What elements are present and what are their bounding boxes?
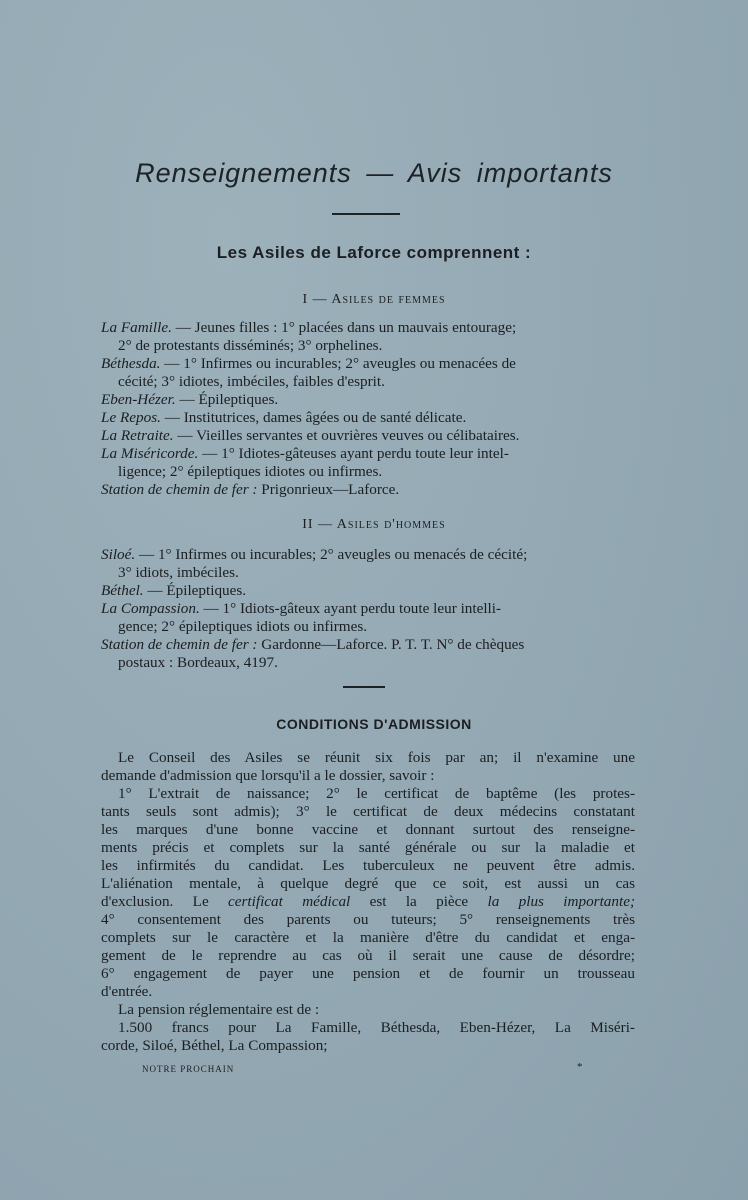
list-item-continuation: cécité; 3° idiotes, imbéciles, faibles d'esprit.	[118, 373, 385, 390]
list-item: Station de chemin de fer : Gardonne—Laforce. P. T. T. N° de chèques	[101, 636, 525, 653]
text-line: La pension réglementaire est de :	[118, 1001, 320, 1018]
text-line: tants seuls sont admis); 3° le certificat de deux médecins constatant	[101, 803, 635, 820]
page-subtitle: Les Asiles de Laforce comprennent :	[216, 243, 532, 262]
list-item: Béthel. — Épileptiques.	[101, 582, 247, 599]
section-women-list	[101, 319, 632, 499]
list-item: La Retraite. — Vieilles servantes et ouvrières veuves ou célibataires.	[101, 427, 520, 444]
text-line: d'exclusion. Le certificat médical est la pièce la plus importante;	[101, 893, 636, 910]
text-line: complets sur le caractère et la manière d'être du candidat et enga-	[101, 929, 635, 946]
list-item: Béthesda. — 1° Infirmes ou incurables; 2° aveugles ou menacées de	[101, 355, 516, 372]
pension-paragraph	[101, 1001, 635, 1055]
list-item: La Miséricorde. — 1° Idiotes-gâteuses ayant perdu toute leur intel-	[101, 445, 509, 462]
ornament-icon: *	[577, 1061, 583, 1073]
section-heading-women: I — Asiles de femmes	[302, 292, 446, 307]
conditions-paragraph	[101, 749, 635, 1001]
text-line: ments précis et complets sur la santé générale ou sur la maladie et	[101, 839, 635, 856]
catchword: NOTRE PROCHAIN	[142, 1064, 235, 1074]
page-title: Renseignements — Avis importants	[135, 158, 613, 188]
text-line: d'entrée.	[101, 983, 153, 1000]
list-item: La Famille. — Jeunes filles : 1° placées dans un mauvais entourage;	[101, 319, 517, 336]
text-line: Le Conseil des Asiles se réunit six fois par an; il n'examine une	[118, 749, 635, 766]
list-item-continuation: 2° de protestants disséminés; 3° orphelines.	[118, 337, 383, 354]
text-line: les marques d'une bonne vaccine et donnant surtout des renseigne-	[101, 821, 635, 838]
text-line: 4° consentement des parents ou tuteurs; 5° renseignements très	[101, 911, 635, 928]
text-line: 1° L'extrait de naissance; 2° le certificat de baptême (les protes-	[118, 785, 635, 802]
list-item: Le Repos. — Institutrices, dames âgées ou de santé délicate.	[101, 409, 467, 426]
section-divider	[343, 686, 385, 688]
text-line: les infirmités du candidat. Les tuberculeux ne peuvent être admis.	[101, 857, 635, 874]
list-item: Siloé. — 1° Infirmes ou incurables; 2° aveugles ou menacés de cécité;	[101, 546, 528, 563]
list-item-continuation: 3° idiots, imbéciles.	[118, 564, 239, 581]
title-divider	[332, 213, 400, 215]
list-item: Eben-Hézer. — Épileptiques.	[101, 391, 279, 408]
text-line: 1.500 francs pour La Famille, Béthesda, Eben-Hézer, La Miséri-	[118, 1019, 635, 1036]
section-heading-men: II — Asiles d'hommes	[302, 517, 446, 532]
text-line: demande d'admission que lorsqu'il a le dossier, savoir :	[101, 767, 435, 784]
list-item-continuation: ligence; 2° épileptiques idiotes ou infirmes.	[118, 463, 383, 480]
text-line: gement de le reprendre au cas où il serait une cause de désordre;	[101, 947, 635, 964]
text-line: L'aliénation mentale, à quelque degré que ce soit, est aussi un cas	[101, 875, 635, 892]
section-men-list	[101, 546, 632, 672]
list-item: La Compassion. — 1° Idiots-gâteux ayant perdu toute leur intelli-	[101, 600, 502, 617]
text-line: 6° engagement de payer une pension et de fournir un trousseau	[101, 965, 635, 982]
list-item-continuation: gence; 2° épileptiques idiots ou infirmes.	[118, 618, 368, 635]
text-line: corde, Siloé, Béthel, La Compassion;	[101, 1037, 328, 1054]
list-item: Station de chemin de fer : Prigonrieux—Laforce.	[101, 481, 400, 498]
list-item-continuation: postaux : Bordeaux, 4197.	[118, 654, 278, 671]
conditions-heading: CONDITIONS D'ADMISSION	[276, 716, 472, 732]
